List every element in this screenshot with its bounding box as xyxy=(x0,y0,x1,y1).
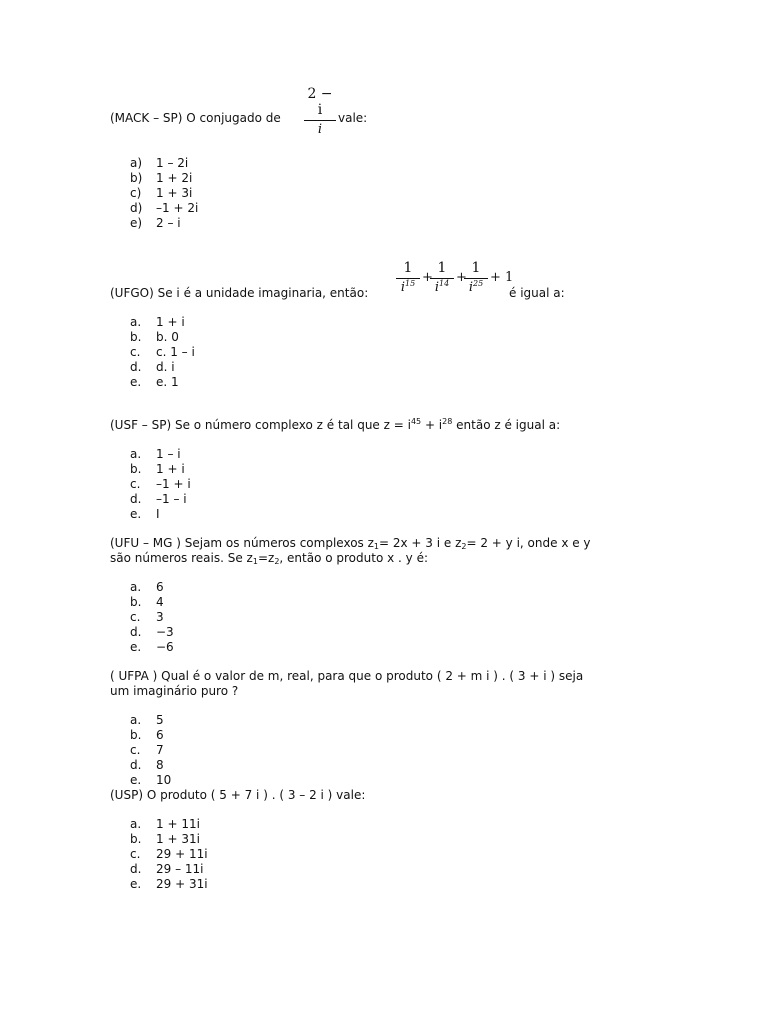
q4-sub: 1 xyxy=(252,557,258,566)
option-value: −6 xyxy=(156,640,174,654)
option-label: a. xyxy=(130,447,142,461)
q4-text: (UFU – MG ) Sejam os números complexos z xyxy=(110,536,374,550)
q3-text-c: então z é igual a: xyxy=(452,418,561,432)
option-value: 2 – i xyxy=(156,216,181,230)
frac-num: 1 xyxy=(471,260,481,276)
option-label: e. xyxy=(130,877,142,891)
option-label: e. xyxy=(130,640,142,654)
q4-text: são números reais. Se z xyxy=(110,551,253,565)
option-label: a. xyxy=(130,315,142,329)
option-label: d. xyxy=(130,492,142,506)
q3-stem xyxy=(110,418,560,432)
q4-sub: 2 xyxy=(461,542,467,551)
option-label: d. xyxy=(130,758,142,772)
q4-text: = 2 + y i, onde x e y xyxy=(466,536,591,550)
option-label: b. xyxy=(130,462,142,476)
option-label: a. xyxy=(130,580,142,594)
option-label: e) xyxy=(130,216,143,230)
q1-fraction xyxy=(304,86,336,137)
option-label: e. xyxy=(130,375,142,389)
option-value: 1 + 2i xyxy=(156,171,193,185)
option-label: d. xyxy=(130,360,142,374)
frac-den xyxy=(430,280,454,295)
q2-suffix: é igual a: xyxy=(509,286,565,300)
option-value: 10 xyxy=(156,773,172,787)
option-value: 29 – 11i xyxy=(156,862,204,876)
base: i xyxy=(468,280,473,295)
q5-stem-line1: ( UFPA ) Qual é o valor de m, real, para que o produto ( 2 + m i ) . ( 3 + i ) seja xyxy=(110,669,584,683)
q3-exp-a: 45 xyxy=(410,417,422,426)
option-value: –1 + 2i xyxy=(156,201,199,215)
option-label: e. xyxy=(130,773,142,787)
option-label: c. xyxy=(130,743,141,757)
option-label: d. xyxy=(130,862,142,876)
option-value: 1 + 3i xyxy=(156,186,193,200)
q2-stem: (UFGO) Se i é a unidade imaginaria, então: xyxy=(110,286,369,300)
q2-frac-2 xyxy=(430,260,454,295)
option-value: −3 xyxy=(156,625,174,639)
option-value: 1 + i xyxy=(156,315,185,329)
option-label: c. xyxy=(130,477,141,491)
q1-prefix: (MACK – SP) O conjugado de xyxy=(110,111,281,125)
q3-text-a: (USF – SP) Se o número complexo z é tal que z = i xyxy=(110,418,411,432)
option-label: c. xyxy=(130,610,141,624)
option-label: e. xyxy=(130,507,142,521)
option-label: b. xyxy=(130,728,142,742)
q5-stem-line2: um imaginário puro ? xyxy=(110,684,239,698)
q1-frac-num: 2 − i xyxy=(307,86,333,118)
base: i xyxy=(434,280,439,295)
base: i xyxy=(400,280,405,295)
frac-den xyxy=(464,280,488,295)
exp: 14 xyxy=(438,279,450,288)
option-value: I xyxy=(156,507,160,521)
option-value: 7 xyxy=(156,743,164,757)
option-value: 4 xyxy=(156,595,164,609)
option-value: d. i xyxy=(156,360,175,374)
q4-text: , então o produto x . y é: xyxy=(279,551,428,565)
q2-plus-2: + xyxy=(456,270,467,285)
option-value: 1 – 2i xyxy=(156,156,189,170)
option-label: c. xyxy=(130,847,141,861)
q3-text-b: + i xyxy=(421,418,443,432)
option-label: d. xyxy=(130,625,142,639)
option-label: b. xyxy=(130,595,142,609)
frac-num: 1 xyxy=(403,260,413,276)
option-value: c. 1 – i xyxy=(156,345,195,359)
option-value: b. 0 xyxy=(156,330,179,344)
option-value: 5 xyxy=(156,713,164,727)
q2-frac-1 xyxy=(396,260,420,295)
option-value: 1 + 11i xyxy=(156,817,200,831)
option-value: 1 + 31i xyxy=(156,832,200,846)
q4-stem-line2 xyxy=(110,551,428,565)
q4-stem-line1 xyxy=(110,536,591,550)
option-value: 3 xyxy=(156,610,164,624)
exp: 15 xyxy=(404,279,416,288)
option-label: b. xyxy=(130,832,142,846)
option-label: b. xyxy=(130,330,142,344)
option-label: a. xyxy=(130,817,142,831)
option-label: c) xyxy=(130,186,142,200)
option-value: –1 + i xyxy=(156,477,191,491)
option-value: –1 – i xyxy=(156,492,187,506)
option-label: b) xyxy=(130,171,143,185)
option-value: 1 – i xyxy=(156,447,181,461)
option-value: 6 xyxy=(156,728,164,742)
option-value: e. 1 xyxy=(156,375,179,389)
q4-text: = 2x + 3 i e z xyxy=(379,536,462,550)
q2-plus-1: + xyxy=(422,270,433,285)
frac-num: 1 xyxy=(437,260,447,276)
option-label: d) xyxy=(130,201,143,215)
q4-sub: 1 xyxy=(373,542,379,551)
q4-sub: 2 xyxy=(274,557,280,566)
q1-frac-den: i xyxy=(317,122,323,137)
q1-suffix: vale: xyxy=(338,111,368,125)
option-value: 29 + 11i xyxy=(156,847,208,861)
q2-tail: + 1 xyxy=(490,270,514,285)
option-label: a) xyxy=(130,156,143,170)
q1-frac-bar xyxy=(304,120,336,121)
option-label: c. xyxy=(130,345,141,359)
option-value: 29 + 31i xyxy=(156,877,208,891)
q4-text: =z xyxy=(257,551,275,565)
q6-stem: (USP) O produto ( 5 + 7 i ) . ( 3 – 2 i ) vale: xyxy=(110,788,366,802)
frac-den xyxy=(396,280,420,295)
q1-stem xyxy=(110,111,281,125)
exp: 25 xyxy=(472,279,484,288)
option-value: 6 xyxy=(156,580,164,594)
option-value: 1 + i xyxy=(156,462,185,476)
option-label: a. xyxy=(130,713,142,727)
option-value: 8 xyxy=(156,758,164,772)
q2-frac-3 xyxy=(464,260,488,295)
q3-exp-b: 28 xyxy=(442,417,453,426)
